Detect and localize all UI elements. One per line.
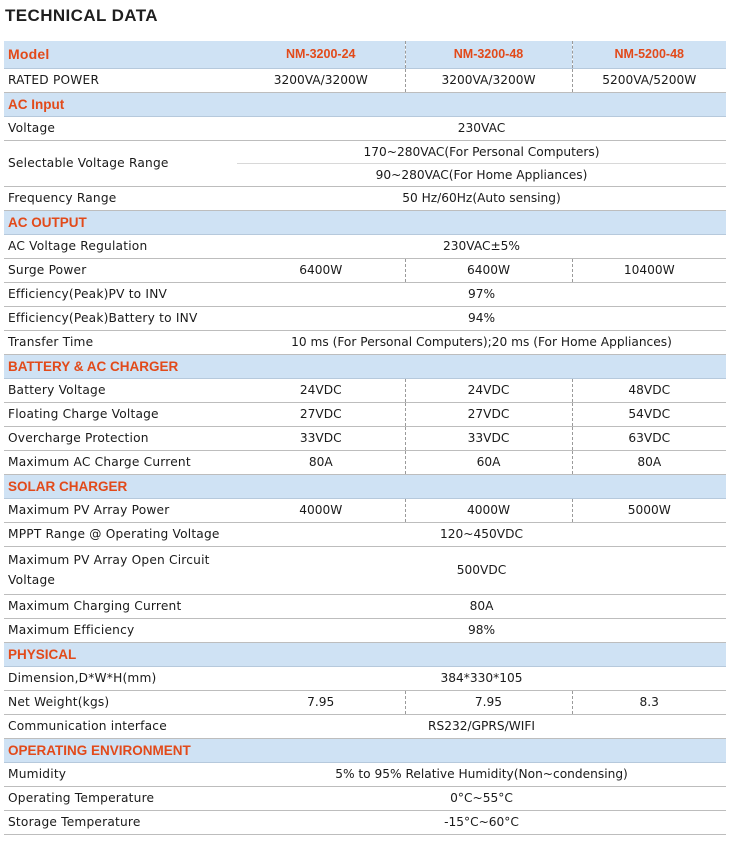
row-label: Operating Temperature <box>4 786 237 810</box>
cell-value: 10 ms (For Personal Computers);20 ms (For Home Appliances) <box>237 330 726 354</box>
cell-value: 27VDC <box>237 402 405 426</box>
row-label: MPPT Range @ Operating Voltage <box>4 522 237 546</box>
cell-value: 170~280VAC(For Personal Computers) <box>237 140 726 163</box>
cell-value: 10400W <box>572 258 726 282</box>
row-label: Maximum Efficiency <box>4 618 237 642</box>
row-label: Floating Charge Voltage <box>4 402 237 426</box>
row-label: Communication interface <box>4 714 237 738</box>
cell-value: 4000W <box>405 498 572 522</box>
cell-value: 63VDC <box>572 426 726 450</box>
table-row <box>4 450 726 474</box>
cell-value: 54VDC <box>572 402 726 426</box>
table-row <box>4 378 726 402</box>
table-row <box>4 68 726 92</box>
row-label: Mumidity <box>4 762 237 786</box>
cell-value: 5% to 95% Relative Humidity(Non~condensing) <box>237 762 726 786</box>
cell-value: 33VDC <box>237 426 405 450</box>
table-row <box>4 594 726 618</box>
row-label: Maximum PV Array Power <box>4 498 237 522</box>
section-header <box>4 474 726 498</box>
table-row <box>4 714 726 738</box>
model-name: NM-5200-48 <box>572 41 726 68</box>
cell-value: 24VDC <box>237 378 405 402</box>
table-row <box>4 306 726 330</box>
cell-value: 0°C~55°C <box>237 786 726 810</box>
cell-value: 94% <box>237 306 726 330</box>
row-label: Surge Power <box>4 258 237 282</box>
cell-value: RS232/GPRS/WIFI <box>237 714 726 738</box>
section-header <box>4 738 726 762</box>
cell-value: 80A <box>237 594 726 618</box>
table-row <box>4 116 726 140</box>
model-name: NM-3200-48 <box>405 41 572 68</box>
cell-value: 120~450VDC <box>237 522 726 546</box>
table-row <box>4 522 726 546</box>
row-label: Overcharge Protection <box>4 426 237 450</box>
row-label: Maximum PV Array Open Circuit Voltage <box>4 546 237 594</box>
section-title: PHYSICAL <box>4 642 726 666</box>
table-row <box>4 546 726 594</box>
cell-value: 50 Hz/60Hz(Auto sensing) <box>237 186 726 210</box>
cell-value: 230VAC <box>237 116 726 140</box>
cell-value: 24VDC <box>405 378 572 402</box>
cell-value: 60A <box>405 450 572 474</box>
cell-value: 384*330*105 <box>237 666 726 690</box>
section-title: SOLAR CHARGER <box>4 474 726 498</box>
table-row <box>4 234 726 258</box>
section-title: AC OUTPUT <box>4 210 726 234</box>
row-label: Storage Temperature <box>4 810 237 834</box>
section-header <box>4 354 726 378</box>
cell-value: 80A <box>237 450 405 474</box>
cell-value: 3200VA/3200W <box>405 68 572 92</box>
tech-data-table <box>4 41 726 835</box>
row-label: Maximum Charging Current <box>4 594 237 618</box>
table-row <box>4 426 726 450</box>
page-title: TECHNICAL DATA <box>5 6 158 25</box>
cell-value: 3200VA/3200W <box>237 68 405 92</box>
section-title: OPERATING ENVIRONMENT <box>4 738 726 762</box>
table-row <box>4 402 726 426</box>
section-title: BATTERY & AC CHARGER <box>4 354 726 378</box>
table-row <box>4 186 726 210</box>
table-row <box>4 330 726 354</box>
cell-value: 5200VA/5200W <box>572 68 726 92</box>
table-row <box>4 810 726 834</box>
cell-value: 7.95 <box>405 690 572 714</box>
row-label: Maximum AC Charge Current <box>4 450 237 474</box>
model-name: NM-3200-24 <box>237 41 405 68</box>
table-row <box>4 498 726 522</box>
row-label: RATED POWER <box>4 68 237 92</box>
section-header <box>4 642 726 666</box>
cell-value: 80A <box>572 450 726 474</box>
row-label: Voltage <box>4 116 237 140</box>
table-row <box>4 786 726 810</box>
row-label: AC Voltage Regulation <box>4 234 237 258</box>
cell-value: 6400W <box>405 258 572 282</box>
cell-value: 500VDC <box>237 546 726 594</box>
row-label: Efficiency(Peak)Battery to INV <box>4 306 237 330</box>
model-label: Model <box>4 41 237 68</box>
table-row <box>4 762 726 786</box>
table-row <box>4 666 726 690</box>
cell-value: 6400W <box>237 258 405 282</box>
model-header-row <box>4 41 726 68</box>
cell-value: 27VDC <box>405 402 572 426</box>
row-label: Net Weight(kgs) <box>4 690 237 714</box>
cell-value: -15°C~60°C <box>237 810 726 834</box>
section-title: AC Input <box>4 92 726 116</box>
cell-value: 98% <box>237 618 726 642</box>
table-row <box>4 690 726 714</box>
row-label: Selectable Voltage Range <box>4 140 237 186</box>
table-row <box>4 140 726 163</box>
table-row <box>4 282 726 306</box>
cell-value: 33VDC <box>405 426 572 450</box>
cell-value: 7.95 <box>237 690 405 714</box>
row-label: Efficiency(Peak)PV to INV <box>4 282 237 306</box>
section-header <box>4 92 726 116</box>
cell-value: 8.3 <box>572 690 726 714</box>
cell-value: 5000W <box>572 498 726 522</box>
row-label: Frequency Range <box>4 186 237 210</box>
table-row <box>4 258 726 282</box>
section-header <box>4 210 726 234</box>
cell-value: 230VAC±5% <box>237 234 726 258</box>
row-label: Transfer Time <box>4 330 237 354</box>
cell-value: 97% <box>237 282 726 306</box>
cell-value: 48VDC <box>572 378 726 402</box>
row-label: Battery Voltage <box>4 378 237 402</box>
cell-value: 90~280VAC(For Home Appliances) <box>237 163 726 186</box>
cell-value: 4000W <box>237 498 405 522</box>
row-label: Dimension,D*W*H(mm) <box>4 666 237 690</box>
table-row <box>4 618 726 642</box>
